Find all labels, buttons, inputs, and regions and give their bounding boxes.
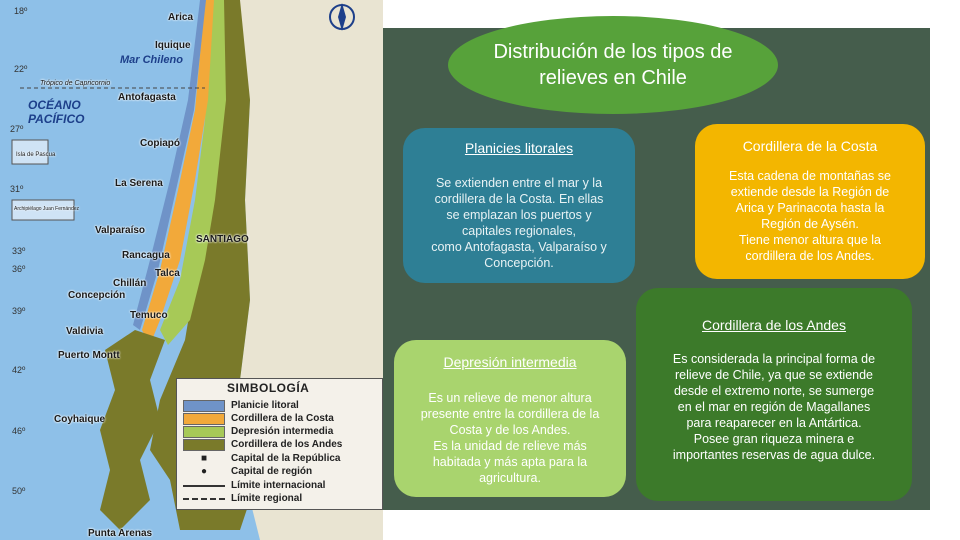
relief-map (0, 0, 383, 540)
andes-box (636, 288, 912, 501)
text-line: Se extienden entre el mar y la (435, 176, 603, 190)
international-border-icon (183, 485, 225, 487)
mar-chileno-label: Mar Chileno (120, 54, 183, 66)
legend-label: Capital de región (231, 466, 313, 477)
legend-item (183, 465, 312, 478)
pascua-label: Isla de Pascua (16, 152, 56, 158)
legend-item (183, 438, 342, 451)
latitude-label: 46º (12, 426, 26, 436)
latitude-label: 31º (10, 184, 24, 194)
legend-item (183, 452, 340, 465)
latitude-label: 42º (12, 365, 26, 375)
costa-text (695, 168, 925, 264)
legend-item (183, 479, 325, 492)
legend-swatch (183, 413, 225, 425)
legend-label: Límite regional (231, 493, 303, 504)
text-line: como Antofagasta, Valparaíso y (431, 240, 607, 254)
text-line: agricultura. (479, 471, 541, 485)
planicies-text (403, 175, 635, 271)
city-valparaiso: Valparaíso (95, 225, 146, 236)
legend-item (183, 412, 334, 425)
text-line: Esta cadena de montañas se (729, 169, 891, 183)
legend-swatch (183, 426, 225, 438)
costa-heading: Cordillera de la Costa (742, 138, 878, 154)
city-copiapo: Copiapó (140, 138, 180, 149)
planicies-box (403, 128, 635, 283)
text-line: en el mar en región de Magallanes (677, 400, 871, 414)
depresion-heading: Depresión intermedia (443, 354, 577, 370)
legend-swatch (183, 439, 225, 451)
regional-border-icon (183, 498, 225, 500)
capital-republica-icon: ■ (200, 453, 208, 464)
text-line: Es la unidad de relieve más (433, 439, 587, 453)
latitude-label: 27º (10, 124, 24, 134)
text-line: Costa y de los Andes. (449, 423, 571, 437)
latitude-label: 33º (12, 246, 26, 256)
city-chillan: Chillán (113, 278, 147, 289)
text-line: cordillera de la Costa. En ellas (434, 192, 604, 206)
latitude-label: 18º (14, 6, 28, 16)
depresion-text (394, 390, 626, 486)
map-legend (176, 378, 383, 510)
text-line: relieve de Chile, ya que se extiende (674, 368, 874, 382)
legend-label: Cordillera de los Andes (231, 439, 343, 450)
city-arica: Arica (168, 12, 194, 23)
latitude-label: 50º (12, 486, 26, 496)
city-punta-arenas: Punta Arenas (88, 528, 153, 539)
city-santiago: SANTIAGO (196, 234, 249, 245)
city-talca: Talca (155, 268, 180, 279)
text-line: extiende desde la Región de (730, 185, 890, 199)
city-antofagasta: Antofagasta (118, 92, 176, 103)
title-oval (448, 16, 778, 114)
pacifico-label: PACÍFICO (28, 112, 85, 126)
text-line: habitada y más apta para la (432, 455, 588, 469)
legend-item (183, 425, 333, 438)
andes-text (636, 351, 912, 463)
text-line: para reaparecer en la Antártica. (686, 416, 862, 430)
city-rancagua: Rancagua (122, 250, 170, 261)
city-iquique: Iquique (155, 40, 191, 51)
text-line: desde el extremo norte, se sumerge (673, 384, 875, 398)
title-line: Distribución de los tipos de (493, 41, 733, 63)
city-temuco: Temuco (130, 310, 168, 321)
legend-label: Planicie litoral (231, 400, 299, 411)
latitude-label: 36º (12, 264, 26, 274)
legend-title: SIMBOLOGÍA (227, 381, 310, 395)
legend-swatch (183, 400, 225, 412)
andes-heading: Cordillera de los Andes (702, 317, 846, 333)
text-line: Es un relieve de menor altura (428, 391, 592, 405)
costa-box (695, 124, 925, 279)
capital-region-icon: ● (200, 466, 208, 477)
latitude-label: 22º (14, 64, 28, 74)
legend-item (183, 492, 302, 505)
text-line: cordillera de los Andes. (745, 249, 875, 263)
city-puerto-montt: Puerto Montt (58, 350, 120, 361)
city-valdivia: Valdivia (66, 326, 104, 337)
legend-label: Límite internacional (231, 480, 326, 491)
oceano-label: OCÉANO (28, 98, 81, 112)
text-line: Posee gran riqueza minera e (693, 432, 855, 446)
tropic-label: Trópico de Capricornio (40, 80, 111, 87)
juan-fernandez-label: Archipiélago Juan Fernández (14, 206, 80, 212)
text-line: Región de Aysén. (761, 217, 859, 231)
text-line: Es considerada la principal forma de (672, 352, 876, 366)
text-line: Concepción. (484, 256, 554, 270)
title-line: relieves en Chile (539, 67, 687, 89)
text-line: Arica y Parinacota hasta la (735, 201, 885, 215)
legend-label: Capital de la República (231, 453, 341, 464)
legend-item (183, 399, 299, 412)
legend-label: Cordillera de la Costa (231, 413, 334, 424)
text-line: Tiene menor altura que la (739, 233, 881, 247)
legend-label: Depresión intermedia (231, 426, 334, 437)
city-concepcion: Concepción (68, 290, 126, 301)
planicies-heading: Planicies litorales (464, 140, 574, 156)
text-line: importantes reservas de agua dulce. (672, 448, 876, 462)
city-la-serena: La Serena (115, 178, 163, 189)
city-coyhaique: Coyhaique (54, 414, 106, 425)
text-line: capitales regionales, (462, 224, 576, 238)
latitude-label: 39º (12, 306, 26, 316)
text-line: se emplazan los puertos y (446, 208, 592, 222)
text-line: presente entre la cordillera de la (420, 407, 600, 421)
depresion-box (394, 340, 626, 497)
